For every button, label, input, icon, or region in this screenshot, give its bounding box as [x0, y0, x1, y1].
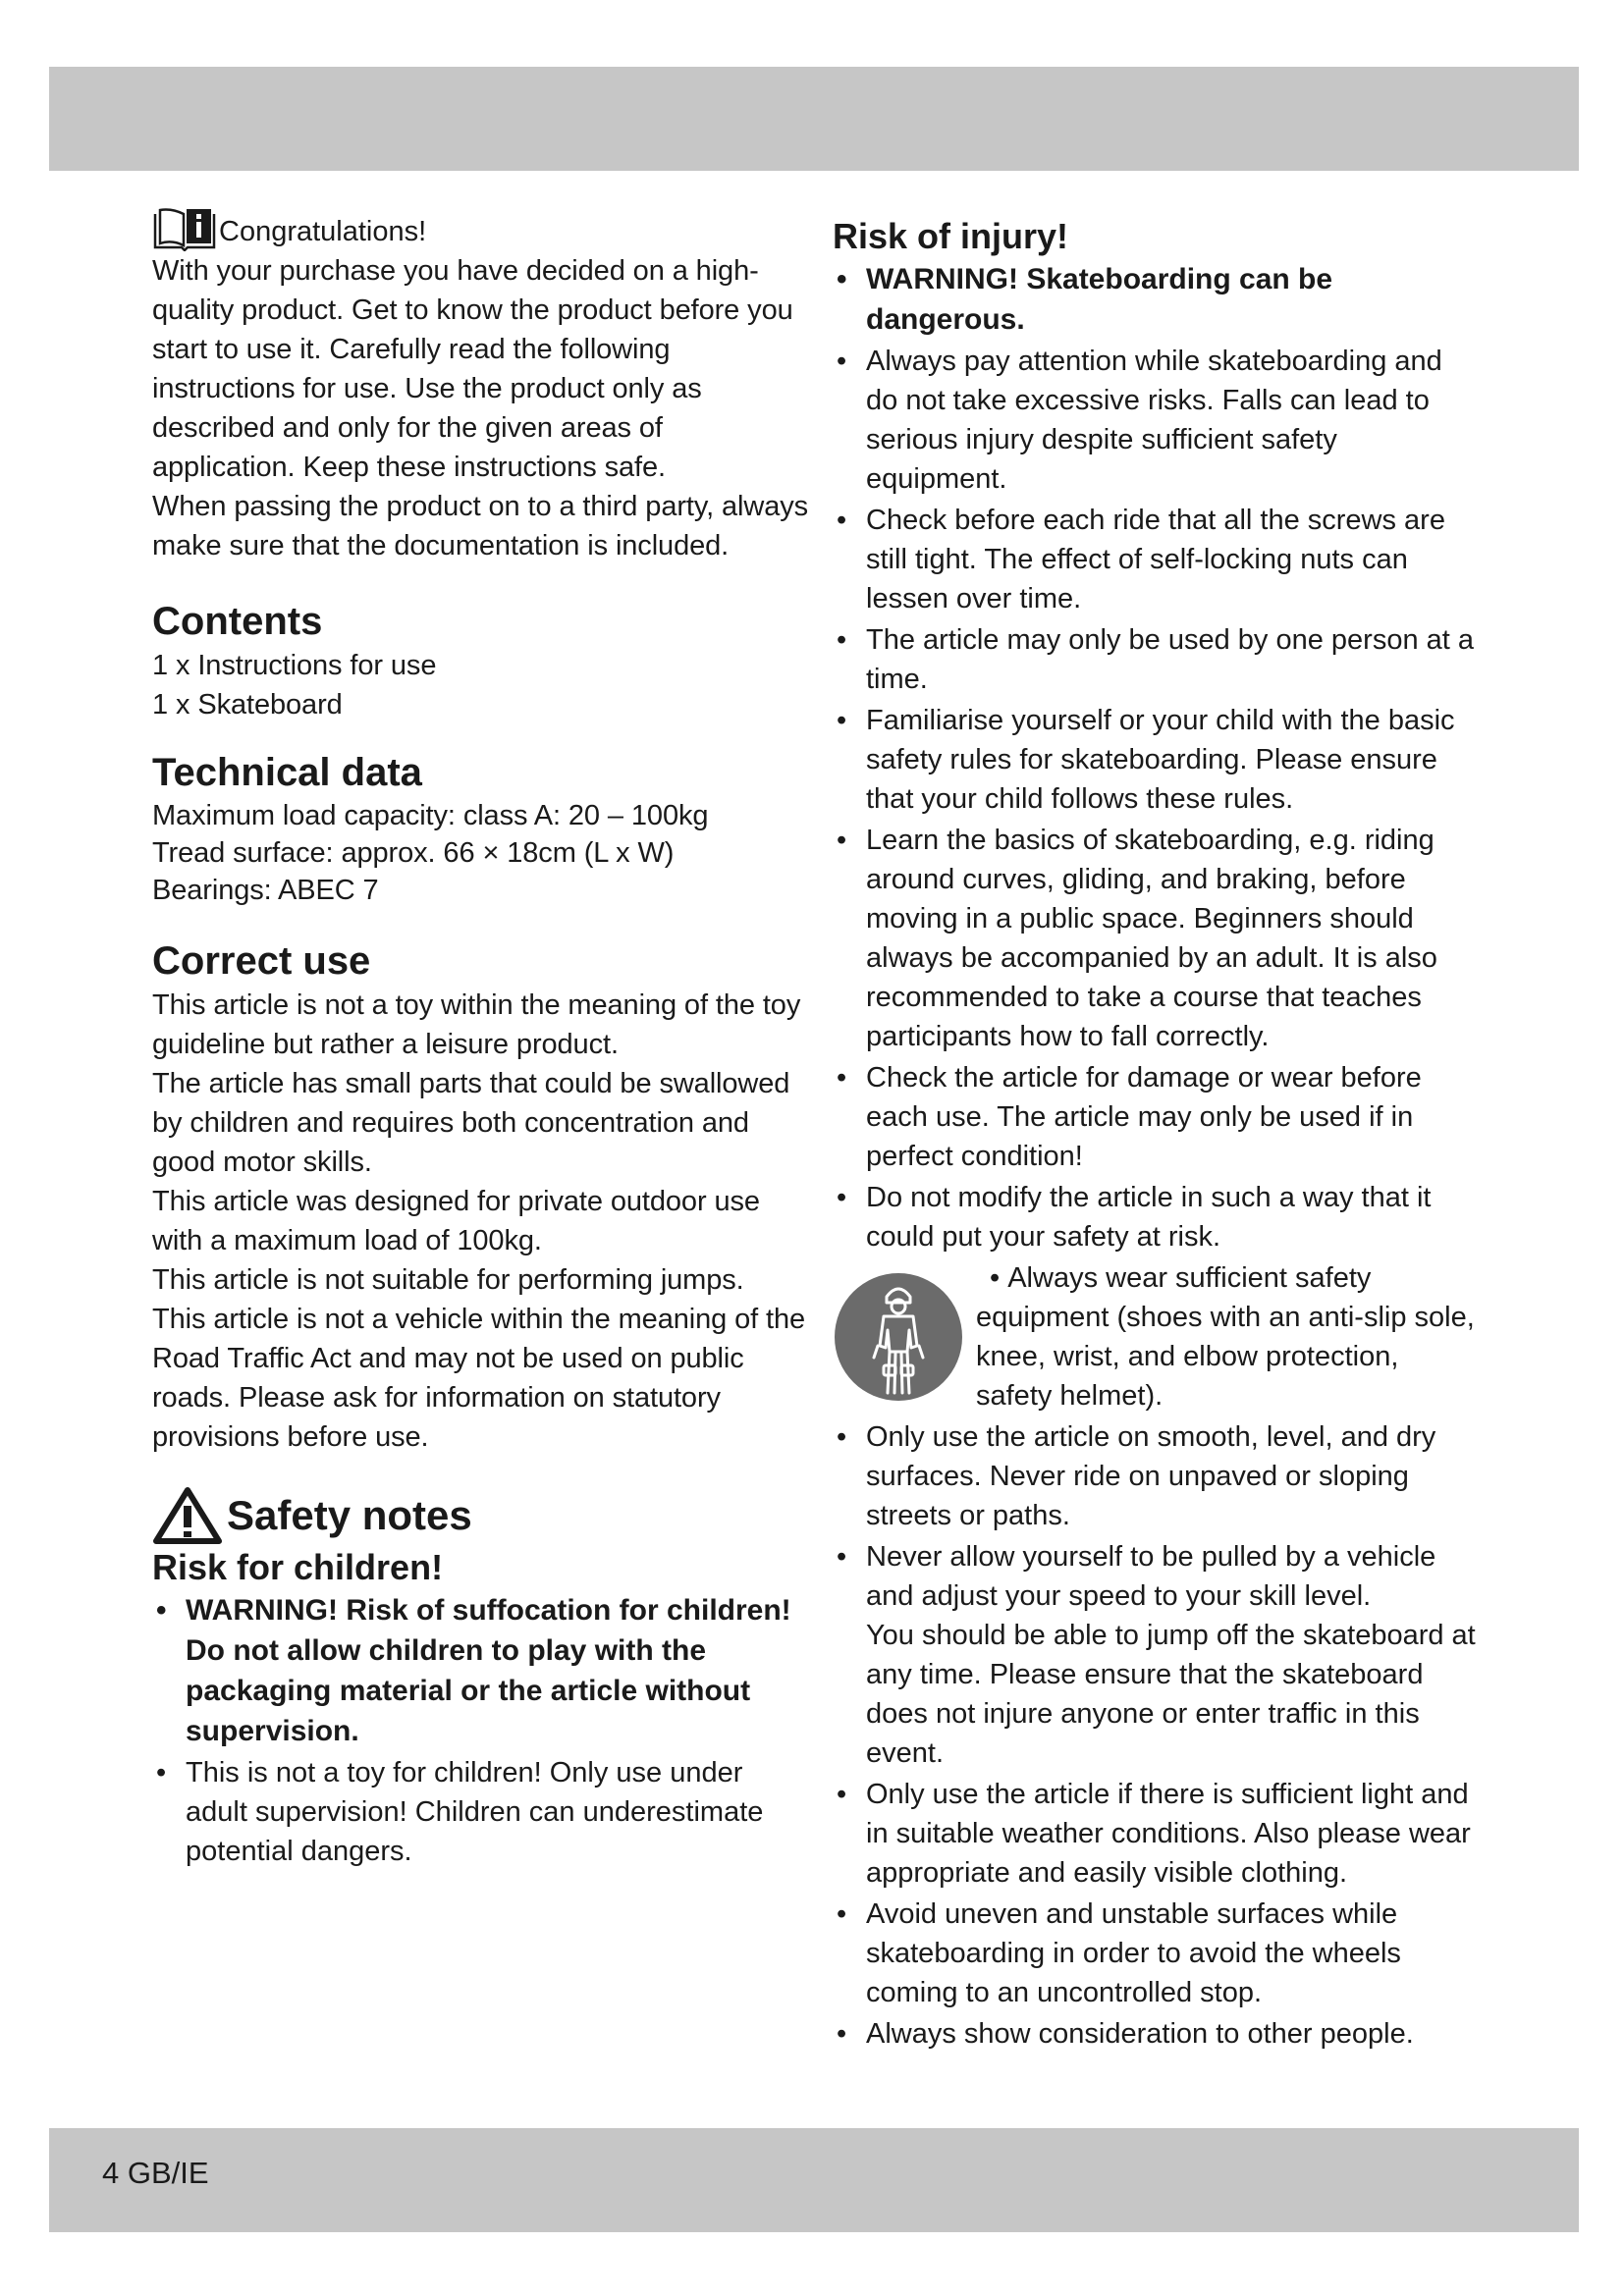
risk-injury-heading: Risk of injury! [833, 216, 1069, 256]
bullet-glyph: • [990, 1262, 1008, 1294]
footer-bar [49, 2128, 1579, 2232]
contents-heading: Contents [152, 600, 323, 643]
protective-equipment-row [833, 1258, 1481, 1415]
correct-use-paragraph: This article was designed for private outdoor use with a maximum load of 100kg. [152, 1186, 760, 1256]
technical-line: Tread surface: approx. 66 × 18cm (L x W) [152, 837, 675, 869]
children-bullet-list [152, 1590, 810, 1871]
risk-children-heading: Risk for children! [152, 1547, 444, 1587]
info-book-icon [152, 206, 217, 251]
injury-warning: • WARNING! Skateboarding can be dangerous. [833, 259, 1481, 340]
list-item: • Learn the basics of skateboarding, e.g. riding around curves, gliding, and braking, before moving in a public space. Beginners should always be accompanied by an adult. It is also recommended to take a course that teaches participants how to fall correctly. [833, 821, 1481, 1056]
list-item: • Familiarise yourself or your child with the basic safety rules for skateboarding. Please ensure that your child follows these rules. [833, 701, 1481, 819]
list-item: • Always pay attention while skateboarding and do not take excessive risks. Falls can lead to serious injury despite sufficient safety equipment. [833, 342, 1481, 499]
contents-item: 1 x Instructions for use [152, 650, 437, 681]
contents-item: 1 x Skateboard [152, 689, 343, 721]
intro-paragraph: When passing the product on to a third party, always make sure that the documentation is included. [152, 491, 809, 561]
injury-bullet-list-2 [833, 1417, 1481, 1616]
list-item: • Only use the article on smooth, level, and dry surfaces. Never ride on unpaved or sloping streets or paths. [833, 1417, 1481, 1535]
correct-use-heading: Correct use [152, 939, 371, 983]
intro-title: Congratulations! [219, 216, 427, 247]
safety-notes-heading [152, 1486, 810, 1545]
equipment-bullet [976, 1258, 1481, 1415]
continuation-paragraph: You should be able to jump off the skateboard at any time. Please ensure that the skateboard does not injure anyone or enter traffic in this event. [866, 1620, 1476, 1769]
correct-use-paragraph: The article has small parts that could be swallowed by children and requires both concentration and good motor skills. [152, 1068, 790, 1178]
list-item: • Check before each ride that all the screws are still tight. The effect of self-locking nuts can lessen over time. [833, 501, 1481, 618]
list-item: • Check the article for damage or wear before each use. The article may only be used if in perfect condition! [833, 1058, 1481, 1176]
equipment-bullet-text: Always wear sufficient safety equipment (shoes with an anti-slip sole, knee, wrist, and elbow protection, safety helmet). [976, 1262, 1475, 1412]
intro-heading [152, 206, 810, 251]
children-warning: • WARNING! Risk of suffocation for children! Do not allow children to play with the packaging material or the article without supervision. [152, 1590, 810, 1751]
correct-use-paragraph: This article is not a toy within the meaning of the toy guideline but rather a leisure product. [152, 989, 801, 1060]
header-bar [49, 67, 1579, 171]
injury-bullet-list-3 [833, 1775, 1481, 2054]
correct-use-paragraph: This article is not a vehicle within the meaning of the Road Traffic Act and may not be used on public roads. Please ask for information on statutory provisions before use. [152, 1304, 806, 1453]
list-item: • Only use the article if there is sufficient light and in suitable weather conditions. Also please wear appropriate and easily visible clothing. [833, 1775, 1481, 1893]
protective-gear-icon [833, 1271, 964, 1403]
safety-notes-title: Safety notes [227, 1492, 472, 1538]
left-column [152, 206, 810, 1873]
list-item: • Do not modify the article in such a way that it could put your safety at risk. [833, 1178, 1481, 1256]
technical-data-heading: Technical data [152, 751, 422, 794]
list-item: • Avoid uneven and unstable surfaces while skateboarding in order to avoid the wheels coming to an uncontrolled stop. [833, 1895, 1481, 2012]
warning-triangle-icon [152, 1486, 223, 1545]
injury-bullet-list [833, 259, 1481, 1256]
list-item: • Never allow yourself to be pulled by a vehicle and adjust your speed to your skill level. [833, 1537, 1481, 1616]
technical-line: Bearings: ABEC 7 [152, 875, 379, 906]
page-number: 4 GB/IE [102, 2156, 209, 2190]
list-item: • Always show consideration to other people. [833, 2014, 1481, 2054]
correct-use-paragraph: This article is not suitable for performing jumps. [152, 1264, 744, 1296]
right-column [833, 206, 1481, 2056]
list-item: • The article may only be used by one person at a time. [833, 620, 1481, 699]
list-item: • This is not a toy for children! Only use under adult supervision! Children can underestimate potential dangers. [152, 1753, 810, 1871]
intro-paragraph: With your purchase you have decided on a high-quality product. Get to know the product before you start to use it. Carefully read the following instructions for use. Use the product only as described and only for the given areas of application. Keep these instructions safe. [152, 255, 793, 483]
technical-line: Maximum load capacity: class A: 20 – 100kg [152, 800, 709, 831]
